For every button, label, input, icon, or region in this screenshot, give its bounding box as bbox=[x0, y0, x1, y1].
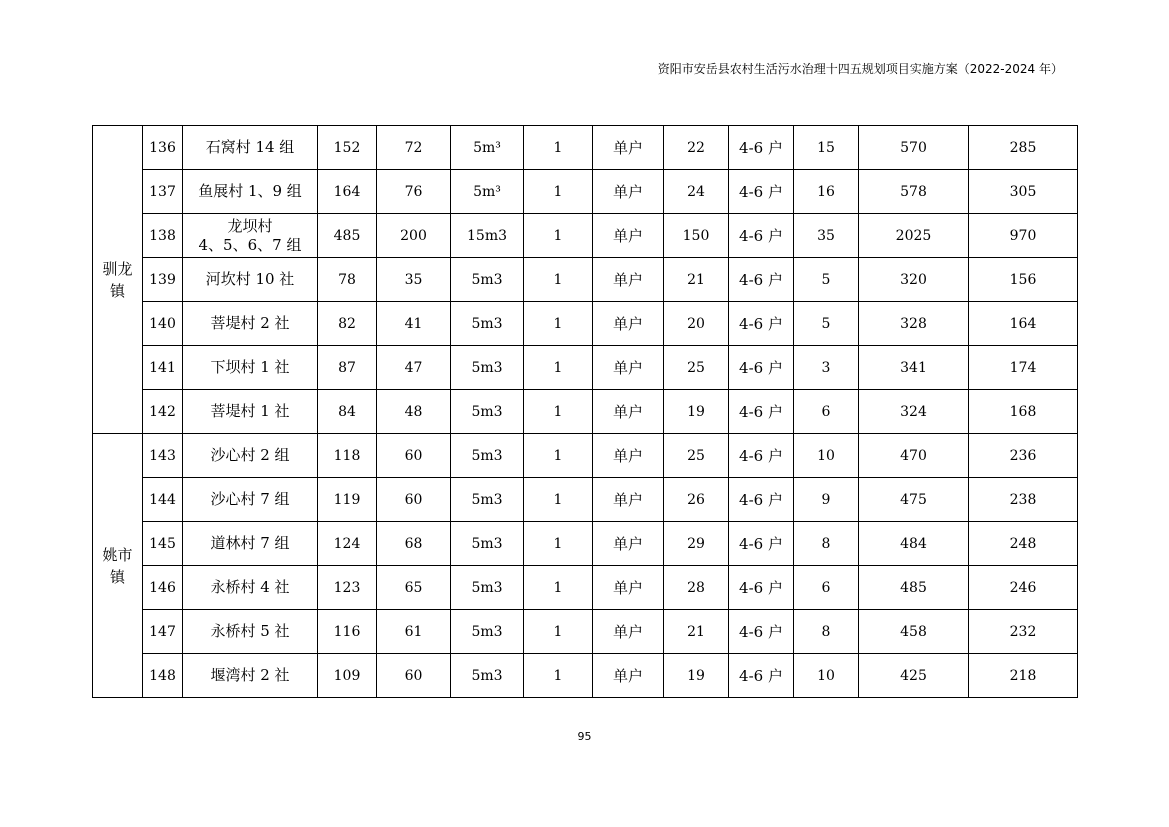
type-cell: 单户 bbox=[593, 522, 664, 566]
value-e-cell: 458 bbox=[859, 610, 969, 654]
town-cell bbox=[93, 126, 143, 434]
value-d-cell: 10 bbox=[794, 654, 859, 698]
table-row bbox=[93, 434, 1078, 478]
town-name-part: 镇 bbox=[109, 567, 125, 586]
location-cell: 菩堤村 1 社 bbox=[183, 390, 318, 434]
capacity-cell: 5m3 bbox=[451, 654, 524, 698]
range-cell: 4-6 户 bbox=[729, 214, 794, 258]
value-f-cell: 246 bbox=[969, 566, 1078, 610]
value-a-cell: 123 bbox=[318, 566, 377, 610]
quantity-cell: 1 bbox=[524, 390, 593, 434]
value-f-cell: 236 bbox=[969, 434, 1078, 478]
value-c-cell: 25 bbox=[664, 346, 729, 390]
table-row bbox=[93, 390, 1078, 434]
row-number: 138 bbox=[143, 214, 183, 258]
type-cell: 单户 bbox=[593, 434, 664, 478]
table-row bbox=[93, 610, 1078, 654]
row-number: 140 bbox=[143, 302, 183, 346]
value-f-cell: 174 bbox=[969, 346, 1078, 390]
value-d-cell: 6 bbox=[794, 390, 859, 434]
table-row bbox=[93, 346, 1078, 390]
location-cell: 道林村 7 组 bbox=[183, 522, 318, 566]
table-row bbox=[93, 214, 1078, 258]
value-d-cell: 16 bbox=[794, 170, 859, 214]
table-row bbox=[93, 654, 1078, 698]
type-cell: 单户 bbox=[593, 566, 664, 610]
quantity-cell: 1 bbox=[524, 654, 593, 698]
value-f-cell: 248 bbox=[969, 522, 1078, 566]
range-cell: 4-6 户 bbox=[729, 346, 794, 390]
quantity-cell: 1 bbox=[524, 214, 593, 258]
row-number: 142 bbox=[143, 390, 183, 434]
table-row bbox=[93, 258, 1078, 302]
value-e-cell: 570 bbox=[859, 126, 969, 170]
value-a-cell: 109 bbox=[318, 654, 377, 698]
value-c-cell: 19 bbox=[664, 654, 729, 698]
range-cell: 4-6 户 bbox=[729, 610, 794, 654]
value-e-cell: 320 bbox=[859, 258, 969, 302]
quantity-cell: 1 bbox=[524, 566, 593, 610]
value-c-cell: 29 bbox=[664, 522, 729, 566]
table-row bbox=[93, 566, 1078, 610]
row-number: 147 bbox=[143, 610, 183, 654]
value-e-cell: 425 bbox=[859, 654, 969, 698]
value-e-cell: 2025 bbox=[859, 214, 969, 258]
value-b-cell: 60 bbox=[377, 434, 451, 478]
location-line: 4、5、6、7 组 bbox=[198, 235, 302, 254]
row-number: 146 bbox=[143, 566, 183, 610]
type-cell: 单户 bbox=[593, 610, 664, 654]
table-row bbox=[93, 522, 1078, 566]
table-body bbox=[93, 126, 1078, 698]
quantity-cell: 1 bbox=[524, 346, 593, 390]
location-cell bbox=[183, 214, 318, 258]
value-a-cell: 124 bbox=[318, 522, 377, 566]
value-c-cell: 22 bbox=[664, 126, 729, 170]
location-cell: 堰湾村 2 社 bbox=[183, 654, 318, 698]
value-a-cell: 119 bbox=[318, 478, 377, 522]
type-cell: 单户 bbox=[593, 346, 664, 390]
value-a-cell: 78 bbox=[318, 258, 377, 302]
value-f-cell: 218 bbox=[969, 654, 1078, 698]
row-number: 141 bbox=[143, 346, 183, 390]
quantity-cell: 1 bbox=[524, 478, 593, 522]
value-c-cell: 24 bbox=[664, 170, 729, 214]
value-f-cell: 305 bbox=[969, 170, 1078, 214]
value-c-cell: 150 bbox=[664, 214, 729, 258]
location-cell: 鱼展村 1、9 组 bbox=[183, 170, 318, 214]
value-c-cell: 19 bbox=[664, 390, 729, 434]
value-a-cell: 116 bbox=[318, 610, 377, 654]
type-cell: 单户 bbox=[593, 302, 664, 346]
location-cell: 沙心村 7 组 bbox=[183, 478, 318, 522]
row-number: 145 bbox=[143, 522, 183, 566]
location-line: 龙坝村 bbox=[227, 216, 273, 235]
value-e-cell: 328 bbox=[859, 302, 969, 346]
value-b-cell: 41 bbox=[377, 302, 451, 346]
type-cell: 单户 bbox=[593, 258, 664, 302]
table-row bbox=[93, 478, 1078, 522]
capacity-cell: 5m³ bbox=[451, 126, 524, 170]
value-d-cell: 5 bbox=[794, 302, 859, 346]
value-c-cell: 26 bbox=[664, 478, 729, 522]
value-a-cell: 84 bbox=[318, 390, 377, 434]
town-name-part: 驯龙 bbox=[102, 259, 133, 278]
town-name-part: 姚市 bbox=[102, 545, 133, 564]
value-a-cell: 152 bbox=[318, 126, 377, 170]
value-a-cell: 164 bbox=[318, 170, 377, 214]
row-number: 148 bbox=[143, 654, 183, 698]
row-number: 139 bbox=[143, 258, 183, 302]
value-c-cell: 25 bbox=[664, 434, 729, 478]
capacity-cell: 5m3 bbox=[451, 346, 524, 390]
range-cell: 4-6 户 bbox=[729, 302, 794, 346]
location-cell: 沙心村 2 组 bbox=[183, 434, 318, 478]
quantity-cell: 1 bbox=[524, 258, 593, 302]
range-cell: 4-6 户 bbox=[729, 654, 794, 698]
range-cell: 4-6 户 bbox=[729, 522, 794, 566]
capacity-cell: 5m³ bbox=[451, 170, 524, 214]
value-b-cell: 61 bbox=[377, 610, 451, 654]
town-name-part: 镇 bbox=[109, 281, 125, 300]
value-f-cell: 285 bbox=[969, 126, 1078, 170]
value-e-cell: 484 bbox=[859, 522, 969, 566]
type-cell: 单户 bbox=[593, 126, 664, 170]
value-b-cell: 72 bbox=[377, 126, 451, 170]
value-b-cell: 68 bbox=[377, 522, 451, 566]
value-f-cell: 156 bbox=[969, 258, 1078, 302]
quantity-cell: 1 bbox=[524, 522, 593, 566]
quantity-cell: 1 bbox=[524, 302, 593, 346]
value-f-cell: 168 bbox=[969, 390, 1078, 434]
value-b-cell: 48 bbox=[377, 390, 451, 434]
type-cell: 单户 bbox=[593, 478, 664, 522]
capacity-cell: 5m3 bbox=[451, 478, 524, 522]
value-e-cell: 470 bbox=[859, 434, 969, 478]
capacity-cell: 5m3 bbox=[451, 566, 524, 610]
value-b-cell: 47 bbox=[377, 346, 451, 390]
value-b-cell: 60 bbox=[377, 478, 451, 522]
value-b-cell: 60 bbox=[377, 654, 451, 698]
value-d-cell: 35 bbox=[794, 214, 859, 258]
value-b-cell: 200 bbox=[377, 214, 451, 258]
row-number: 144 bbox=[143, 478, 183, 522]
value-b-cell: 65 bbox=[377, 566, 451, 610]
row-number: 137 bbox=[143, 170, 183, 214]
value-b-cell: 76 bbox=[377, 170, 451, 214]
row-number: 136 bbox=[143, 126, 183, 170]
page-number: 95 bbox=[577, 730, 592, 743]
value-c-cell: 21 bbox=[664, 610, 729, 654]
range-cell: 4-6 户 bbox=[729, 126, 794, 170]
range-cell: 4-6 户 bbox=[729, 566, 794, 610]
quantity-cell: 1 bbox=[524, 126, 593, 170]
table-row bbox=[93, 302, 1078, 346]
value-c-cell: 21 bbox=[664, 258, 729, 302]
table-row bbox=[93, 170, 1078, 214]
value-d-cell: 3 bbox=[794, 346, 859, 390]
value-d-cell: 8 bbox=[794, 610, 859, 654]
value-b-cell: 35 bbox=[377, 258, 451, 302]
value-d-cell: 10 bbox=[794, 434, 859, 478]
capacity-cell: 5m3 bbox=[451, 610, 524, 654]
value-e-cell: 578 bbox=[859, 170, 969, 214]
value-f-cell: 238 bbox=[969, 478, 1078, 522]
location-cell: 河坎村 10 社 bbox=[183, 258, 318, 302]
capacity-cell: 5m3 bbox=[451, 390, 524, 434]
table-row bbox=[93, 126, 1078, 170]
value-a-cell: 82 bbox=[318, 302, 377, 346]
capacity-cell: 5m3 bbox=[451, 258, 524, 302]
value-a-cell: 118 bbox=[318, 434, 377, 478]
capacity-cell: 5m3 bbox=[451, 522, 524, 566]
value-d-cell: 5 bbox=[794, 258, 859, 302]
value-f-cell: 232 bbox=[969, 610, 1078, 654]
type-cell: 单户 bbox=[593, 214, 664, 258]
value-d-cell: 15 bbox=[794, 126, 859, 170]
value-e-cell: 341 bbox=[859, 346, 969, 390]
capacity-cell: 15m3 bbox=[451, 214, 524, 258]
location-cell: 永桥村 5 社 bbox=[183, 610, 318, 654]
location-cell: 下坝村 1 社 bbox=[183, 346, 318, 390]
value-f-cell: 164 bbox=[969, 302, 1078, 346]
value-f-cell: 970 bbox=[969, 214, 1078, 258]
type-cell: 单户 bbox=[593, 654, 664, 698]
location-cell: 菩堤村 2 社 bbox=[183, 302, 318, 346]
value-d-cell: 9 bbox=[794, 478, 859, 522]
quantity-cell: 1 bbox=[524, 170, 593, 214]
range-cell: 4-6 户 bbox=[729, 434, 794, 478]
value-a-cell: 87 bbox=[318, 346, 377, 390]
location-cell: 永桥村 4 社 bbox=[183, 566, 318, 610]
range-cell: 4-6 户 bbox=[729, 170, 794, 214]
value-d-cell: 6 bbox=[794, 566, 859, 610]
type-cell: 单户 bbox=[593, 390, 664, 434]
location-cell: 石窝村 14 组 bbox=[183, 126, 318, 170]
value-e-cell: 475 bbox=[859, 478, 969, 522]
value-c-cell: 28 bbox=[664, 566, 729, 610]
value-a-cell: 485 bbox=[318, 214, 377, 258]
capacity-cell: 5m3 bbox=[451, 434, 524, 478]
row-number: 143 bbox=[143, 434, 183, 478]
quantity-cell: 1 bbox=[524, 610, 593, 654]
document-header: 资阳市安岳县农村生活污水治理十四五规划项目实施方案（2022-2024 年） bbox=[657, 62, 1063, 76]
town-cell bbox=[93, 434, 143, 698]
type-cell: 单户 bbox=[593, 170, 664, 214]
range-cell: 4-6 户 bbox=[729, 390, 794, 434]
range-cell: 4-6 户 bbox=[729, 478, 794, 522]
range-cell: 4-6 户 bbox=[729, 258, 794, 302]
value-c-cell: 20 bbox=[664, 302, 729, 346]
value-e-cell: 485 bbox=[859, 566, 969, 610]
capacity-cell: 5m3 bbox=[451, 302, 524, 346]
quantity-cell: 1 bbox=[524, 434, 593, 478]
value-e-cell: 324 bbox=[859, 390, 969, 434]
value-d-cell: 8 bbox=[794, 522, 859, 566]
project-table bbox=[92, 125, 1078, 698]
